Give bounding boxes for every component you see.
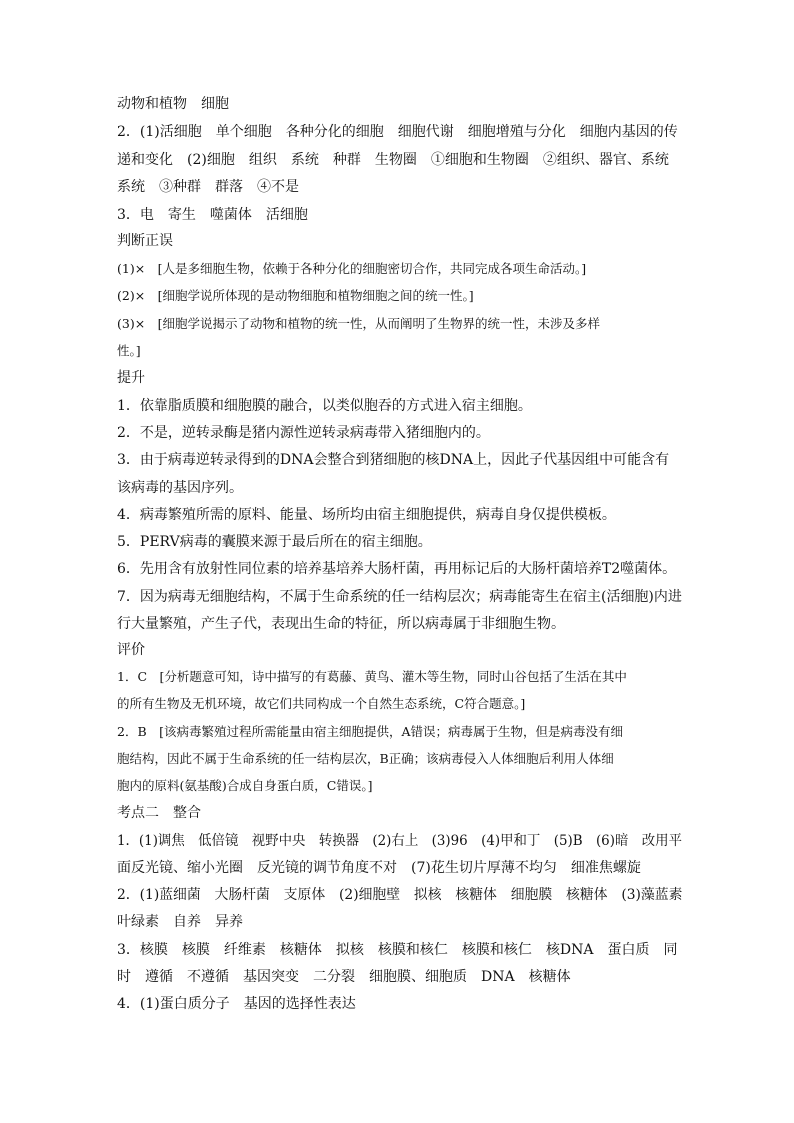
section-heading: 评价 xyxy=(117,642,145,658)
text-line: 3．核膜 核膜 纤维素 核糖体 拟核 核膜和核仁 核膜和核仁 核DNA 蛋白质 同 xyxy=(117,942,678,958)
text-line: 4．病毒繁殖所需的原料、能量、场所均由宿主细胞提供，病毒自身仅提供模板。 xyxy=(117,507,616,523)
section-heading: 判断正误 xyxy=(117,233,173,249)
text-line: 递和变化 (2)细胞 组织 系统 种群 生物圈 ①细胞和生物圈 ②组织、器官、系统 xyxy=(117,152,669,168)
text-line: 1．C [分析题意可知，诗中描写的有葛藤、黄鸟、灌木等生物，同时山谷包括了生活在其中 xyxy=(117,669,627,684)
text-line: (3)× [细胞学说揭示了动物和植物的统一性，从而阐明了生物界的统一性，未涉及多样 xyxy=(117,316,601,331)
text-line: 2．不是，逆转录酶是猪内源性逆转录病毒带入猪细胞内的。 xyxy=(117,425,490,441)
text-line: 1．(1)调焦 低倍镜 视野中央 转换器 (2)右上 (3)96 (4)甲和丁 (5)B (6)暗 改用平 xyxy=(117,833,682,849)
text-line: 5．PERV病毒的囊膜来源于最后所在的宿主细胞。 xyxy=(117,534,432,550)
section-heading: 考点二 整合 xyxy=(117,805,201,821)
text-line: 时 遵循 不遵循 基因突变 二分裂 细胞膜、细胞质 DNA 核糖体 xyxy=(117,969,571,985)
text-line: 3．由于病毒逆转录得到的DNA会整合到猪细胞的核DNA上，因此子代基因组中可能含有 xyxy=(117,452,670,468)
text-line: 2．(1)活细胞 单个细胞 各种分化的细胞 细胞代谢 细胞增殖与分化 细胞内基因的传 xyxy=(117,124,678,140)
text-line: (1)× [人是多细胞生物，依赖于各种分化的细胞密切合作，共同完成各项生命活动。] xyxy=(117,261,587,276)
text-line: 2．B [该病毒繁殖过程所需能量由宿主细胞提供，A错误；病毒属于生物，但是病毒没有细 xyxy=(117,724,624,739)
text-line: 动物和植物 细胞 xyxy=(117,96,229,112)
text-line: 1．依靠脂质膜和细胞膜的融合，以类似胞吞的方式进入宿主细胞。 xyxy=(117,398,532,414)
text-line: 该病毒的基因序列。 xyxy=(117,480,243,496)
section-heading: 提升 xyxy=(117,370,145,386)
text-line: 4．(1)蛋白质分子 基因的选择性表达 xyxy=(117,996,356,1012)
text-line: 胞结构，因此不属于生命系统的任一结构层次，B正确；该病毒侵入人体细胞后利用人体细 xyxy=(117,751,614,766)
text-line: 性。] xyxy=(117,343,141,358)
text-line: 6．先用含有放射性同位素的培养基培养大肠杆菌，再用标记后的大肠杆菌培养T2噬菌体。 xyxy=(117,561,677,577)
text-line: 胞内的原料(氨基酸)合成自身蛋白质，C错误。] xyxy=(117,778,373,793)
text-line: 7．因为病毒无细胞结构，不属于生命系统的任一结构层次；病毒能寄生在宿主(活细胞)内进 xyxy=(117,589,682,605)
text-line: (2)× [细胞学说所体现的是动物细胞和植物细胞之间的统一性。] xyxy=(117,288,474,303)
text-line: 叶绿素 自养 异养 xyxy=(117,914,243,930)
text-line: 面反光镜、缩小光圈 反光镜的调节角度不对 (7)花生切片厚薄不均匀 细准焦螺旋 xyxy=(117,860,641,876)
text-line: 的所有生物及无机环境，故它们共同构成一个自然生态系统，C符合题意。] xyxy=(117,696,526,711)
text-line: 3．电 寄生 噬菌体 活细胞 xyxy=(117,207,308,223)
text-line: 系统 ③种群 群落 ④不是 xyxy=(117,179,299,195)
text-line: 2．(1)蓝细菌 大肠杆菌 支原体 (2)细胞壁 拟核 核糖体 细胞膜 核糖体 (3)藻蓝素 xyxy=(117,887,683,903)
text-line: 行大量繁殖，产生子代，表现出生命的特征，所以病毒属于非细胞生物。 xyxy=(117,616,565,632)
